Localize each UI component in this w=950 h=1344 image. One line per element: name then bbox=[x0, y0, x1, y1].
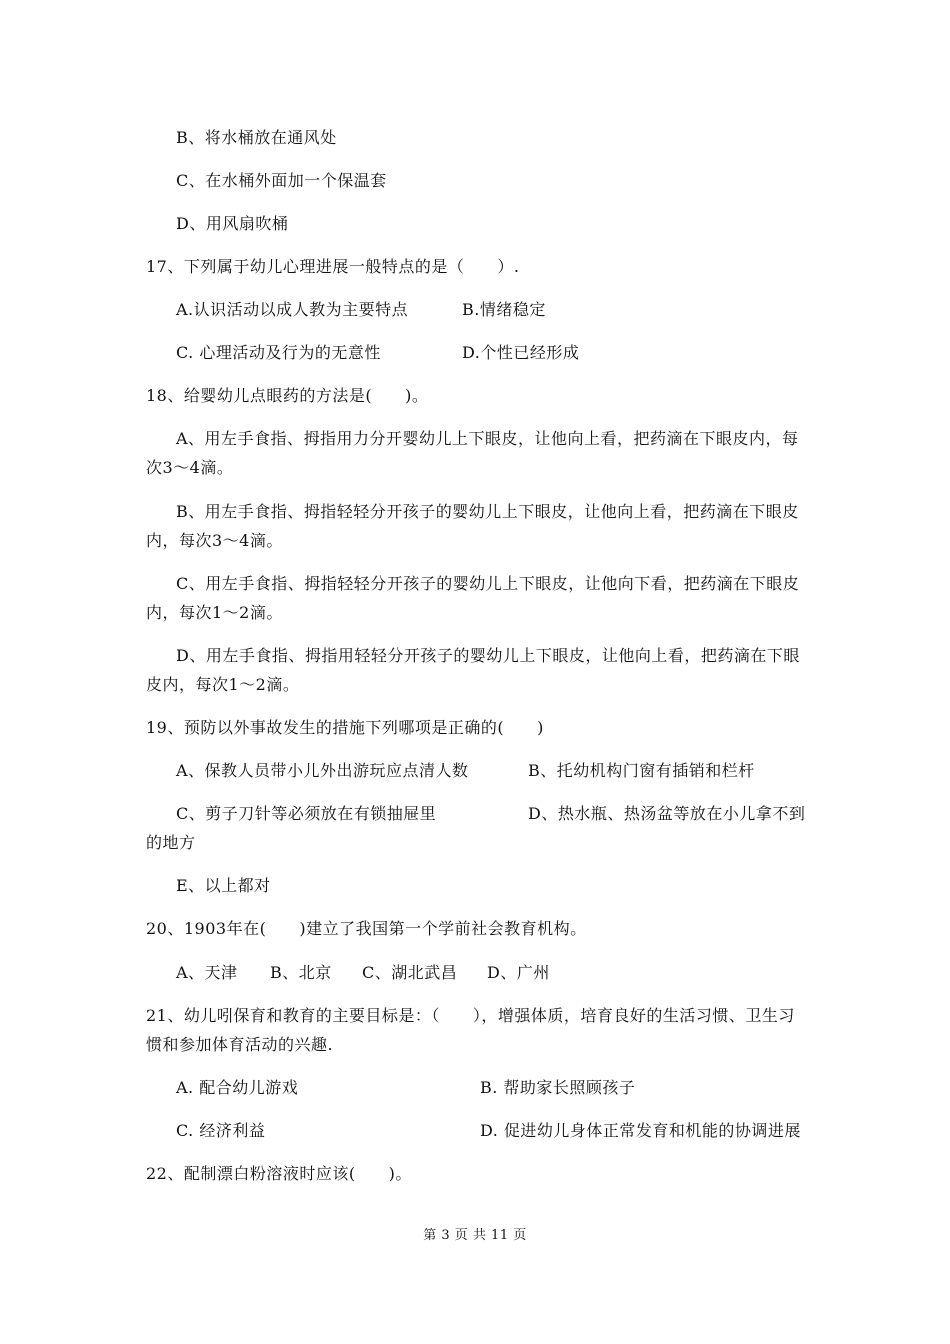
q17-option-c: C. 心理活动及行为的无意性 bbox=[176, 343, 381, 362]
q19-option-e: E、以上都对 bbox=[176, 876, 271, 895]
q19-option-c: C、剪子刀针等必须放在有锁抽屉里 bbox=[176, 804, 437, 823]
q17-option-a: A.认识活动以成人教为主要特点 bbox=[176, 300, 409, 319]
q20-option-d: D、广州 bbox=[487, 963, 550, 982]
q19-option-b: B、托幼机构门窗有插销和栏杆 bbox=[528, 761, 755, 780]
q20-option-b: B、北京 bbox=[270, 963, 332, 982]
q19-question: 19、预防以外事故发生的措施下列哪项是正确的( ) bbox=[146, 718, 544, 737]
q18-option-b-line2: 内，每次3～4滴。 bbox=[146, 531, 283, 550]
q18-option-a-line2: 次3～4滴。 bbox=[146, 458, 234, 477]
q18-option-c-line2: 内，每次1～2滴。 bbox=[146, 603, 283, 622]
page-number-footer: 第 3 页 共 11 页 bbox=[423, 1228, 527, 1243]
q22-question: 22、配制漂白粉溶液时应该( )。 bbox=[146, 1164, 412, 1183]
q16-option-d: D、用风扇吹桶 bbox=[176, 214, 289, 233]
q20-question: 20、1903年在( )建立了我国第一个学前社会教育机构。 bbox=[146, 919, 587, 938]
q20-option-a: A、天津 bbox=[176, 963, 238, 982]
q17-option-b: B.情绪稳定 bbox=[462, 300, 546, 319]
q16-option-b: B、将水桶放在通风处 bbox=[176, 128, 337, 147]
q19-option-d-continued: 的地方 bbox=[146, 833, 196, 852]
q18-question: 18、给婴幼儿点眼药的方法是( )。 bbox=[146, 386, 429, 405]
q18-option-d-line1: D、用左手食指、拇指用轻轻分开孩子的婴幼儿上下眼皮，让他向上看，把药滴在下眼 bbox=[176, 646, 800, 665]
q21-option-c: C. 经济利益 bbox=[176, 1121, 266, 1140]
q19-option-a: A、保教人员带小儿外出游玩应点清人数 bbox=[176, 761, 469, 780]
q19-option-d: D、热水瓶、热汤盆等放在小儿拿不到 bbox=[528, 804, 806, 823]
q21-question-line1: 21、幼儿吲保育和教育的主要目标是：（ ），增强体质，培育良好的生活习惯、卫生习 bbox=[146, 1006, 795, 1025]
q21-option-a: A. 配合幼儿游戏 bbox=[176, 1078, 299, 1097]
q18-option-b-line1: B、用左手食指、拇指轻轻分开孩子的婴幼儿上下眼皮，让他向上看，把药滴在下眼皮 bbox=[176, 502, 799, 521]
q18-option-d-line2: 皮内，每次1～2滴。 bbox=[146, 675, 300, 694]
q21-option-b: B. 帮助家长照顾孩子 bbox=[480, 1078, 636, 1097]
q20-option-c: C、湖北武昌 bbox=[362, 963, 458, 982]
q21-option-d: D. 促进幼儿身体正常发育和机能的协调进展 bbox=[480, 1121, 801, 1140]
q17-question: 17、下列属于幼儿心理进展一般特点的是（ ）. bbox=[146, 257, 520, 276]
q16-option-c: C、在水桶外面加一个保温套 bbox=[176, 171, 387, 190]
q21-question-line2: 惯和参加体育活动的兴趣. bbox=[146, 1035, 334, 1054]
q18-option-a-line1: A、用左手食指、拇指用力分开婴幼儿上下眼皮，让他向上看，把药滴在下眼皮内，每 bbox=[176, 429, 799, 448]
q18-option-c-line1: C、用左手食指、拇指轻轻分开孩子的婴幼儿上下眼皮，让他向下看，把药滴在下眼皮 bbox=[176, 574, 800, 593]
q17-option-d: D.个性已经形成 bbox=[462, 343, 580, 362]
